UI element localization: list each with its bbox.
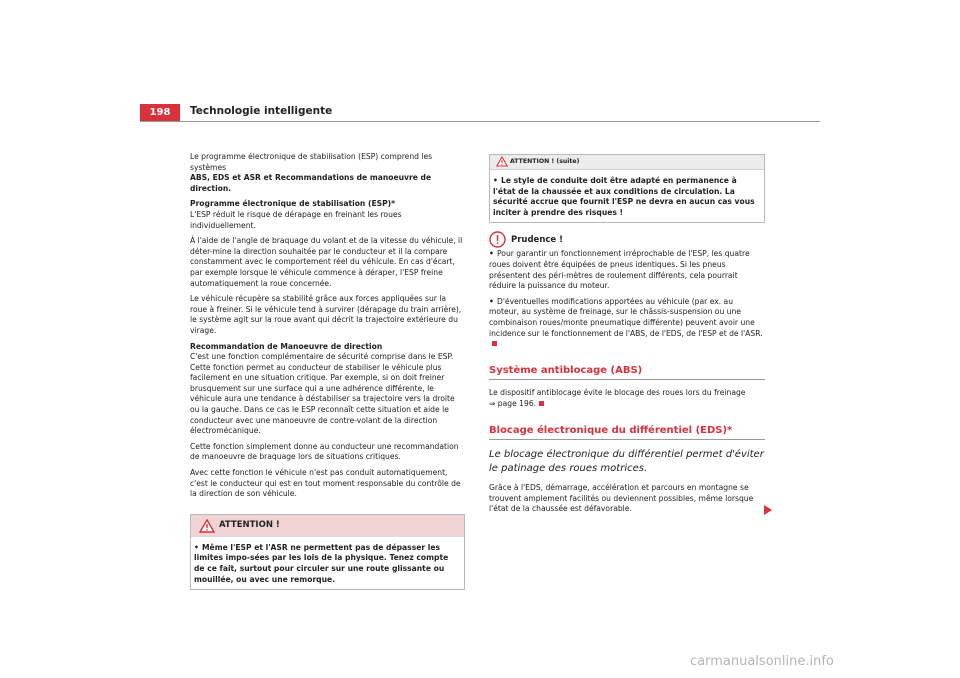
eds-section-title: Blocage électronique du différentiel (EDS)*: [489, 424, 733, 436]
prudence-text-2: D'éventuelles modifications apportées au véhicule (par ex. au moteur, au système de freinage, sur le châssis-suspension ou une combinaison roues/monte pneumatique différente) peuvent avoir une incidence sur le fonctionnement de l'ABS, de l'EDS, de l'ESP et de l'ASR.: [489, 296, 763, 338]
prudence-item-2: [489, 297, 765, 350]
intro-bold-text: ABS, EDS et ASR et Recommandations de manoeuvre de direction.: [190, 173, 432, 193]
warning-body: [191, 537, 464, 589]
intro-paragraph: [190, 152, 465, 194]
bullet-icon: •: [489, 249, 494, 259]
manoeuvre-paragraph-3: Avec cette fonction le véhicule n'est pas conduit automatiquement, c'est le conducteur qui est en tout moment responsable du contrôle de la direction de son véhicule.: [190, 468, 461, 499]
right-column: [489, 154, 765, 520]
prudence-title: Prudence !: [511, 235, 564, 246]
next-page-arrow-icon[interactable]: [764, 505, 772, 515]
eds-section-divider: [489, 439, 765, 440]
caution-icon: [489, 231, 506, 248]
chapter-title: Technologie intelligente: [190, 105, 333, 117]
warning-triangle-icon: [496, 156, 508, 167]
warning-continued-body: [490, 170, 764, 222]
eds-paragraph: Grâce à l'EDS, démarrage, accélération et parcours en montagne se trouvent amplement facilités ou deviennent possibles, même lorsque l'état de la chaussée est défavorable.: [489, 483, 754, 514]
bullet-icon: •: [489, 296, 494, 306]
abs-section-divider: [489, 379, 765, 380]
warning-text: Même l'ESP et l'ASR ne permettent pas de dépasser les limites impo-sées par les lois de la physique. Tenez compte de ce fait, surtout pour circuler sur une route glissante ou mouillée, ou avec une remorque.: [194, 542, 449, 584]
left-column: [190, 152, 465, 590]
abs-text: Le dispositif antiblocage évite le blocage des roues lors du freinage: [489, 388, 746, 398]
watermark: carmanualsonline.info: [690, 654, 834, 669]
warning-title: ATTENTION !: [219, 519, 280, 530]
prudence-text-1: Pour garantir un fonctionnement irréprochable de l'ESP, les quatre roues doivent être équipées de pneus identiques. Si les pneus présentent des péri-mètres de roulement différents, cela pourrait réduire la puissance du moteur.: [489, 249, 750, 291]
header-divider: [140, 121, 820, 122]
prudence-item-1: [489, 249, 765, 291]
warning-continued-box: [489, 154, 765, 223]
bullet-icon: •: [194, 542, 199, 552]
bullet-icon: •: [493, 176, 498, 185]
page-header: [140, 104, 820, 122]
manoeuvre-paragraph-2: Cette fonction simplement donne au conducteur une recommandation de manoeuvre de braquage lors de situations critiques.: [190, 441, 459, 462]
prudence-header: [489, 231, 765, 249]
manoeuvre-heading: Recommandation de Manoeuvre de direction: [190, 341, 383, 351]
warning-continued-title: ATTENTION ! (suite): [510, 158, 580, 165]
esp-paragraph-1: L'ESP réduit le risque de dérapage en freinant les roues individuellement.: [190, 209, 402, 230]
esp-paragraph-3: Le véhicule récupère sa stabilité grâce aux forces appliquées sur la roue à freiner. Si le véhicule tend à survirer (dérapage du train arrière), le système agit sur la roue avant qui décrit la trajectoire extérieure du virage.: [190, 294, 462, 335]
warning-continued-text: Le style de conduite doit être adapté en permanence à l'état de la chaussée et aux conditions de circulation. La sécurité accrue que fournit l'ESP ne devra en aucun cas vous inciter à prendre des risques !: [493, 176, 755, 217]
esp-paragraph-2: À l'aide de l'angle de braquage du volant et de la vitesse du véhicule, il déter-mine la direction souhaitée par le conducteur et il la compare constamment avec le comportement réel du véhicule. En cas d'écart, par exemple lorsque le véhicule commence à déraper, l'ESP freine automatiquement la roue concernée.: [190, 236, 463, 288]
abs-section-title: Système antiblocage (ABS): [489, 364, 643, 376]
abs-page-link[interactable]: ⇒ page 196.: [489, 398, 537, 408]
esp-heading: Programme électronique de stabilisation (ESP)*: [190, 199, 396, 209]
abs-paragraph: [489, 388, 765, 409]
end-marker-icon: [539, 401, 544, 406]
warning-box: [190, 514, 465, 590]
page-number: 198: [140, 104, 180, 122]
end-marker-icon: [492, 341, 497, 346]
warning-header: [191, 515, 464, 537]
manoeuvre-paragraph-1: C'est une fonction complémentaire de sécurité comprise dans le ESP. Cette fonction permet au conducteur de stabiliser le véhicule plus facilement en une situation critique. Par exemple, si on doit freiner brusquement sur une surface qui a une adhérence différente, le véhicule aura une tendance à déstabiliser sa trajectoire vers la droite ou la gauche. Dans ce cas le ESP reconnaît cette situation et aide le conducteur avec une manoeuvre de contre-volant de la direction électromécanique.: [190, 352, 455, 436]
eds-subtitle: Le blocage électronique du différentiel permet d'éviter le patinage des roues motrices.: [489, 449, 764, 474]
warning-continued-header: [490, 155, 764, 170]
intro-text: Le programme électronique de stabilisation (ESP) comprend les systèmes: [190, 152, 433, 172]
warning-triangle-icon: [199, 519, 215, 533]
